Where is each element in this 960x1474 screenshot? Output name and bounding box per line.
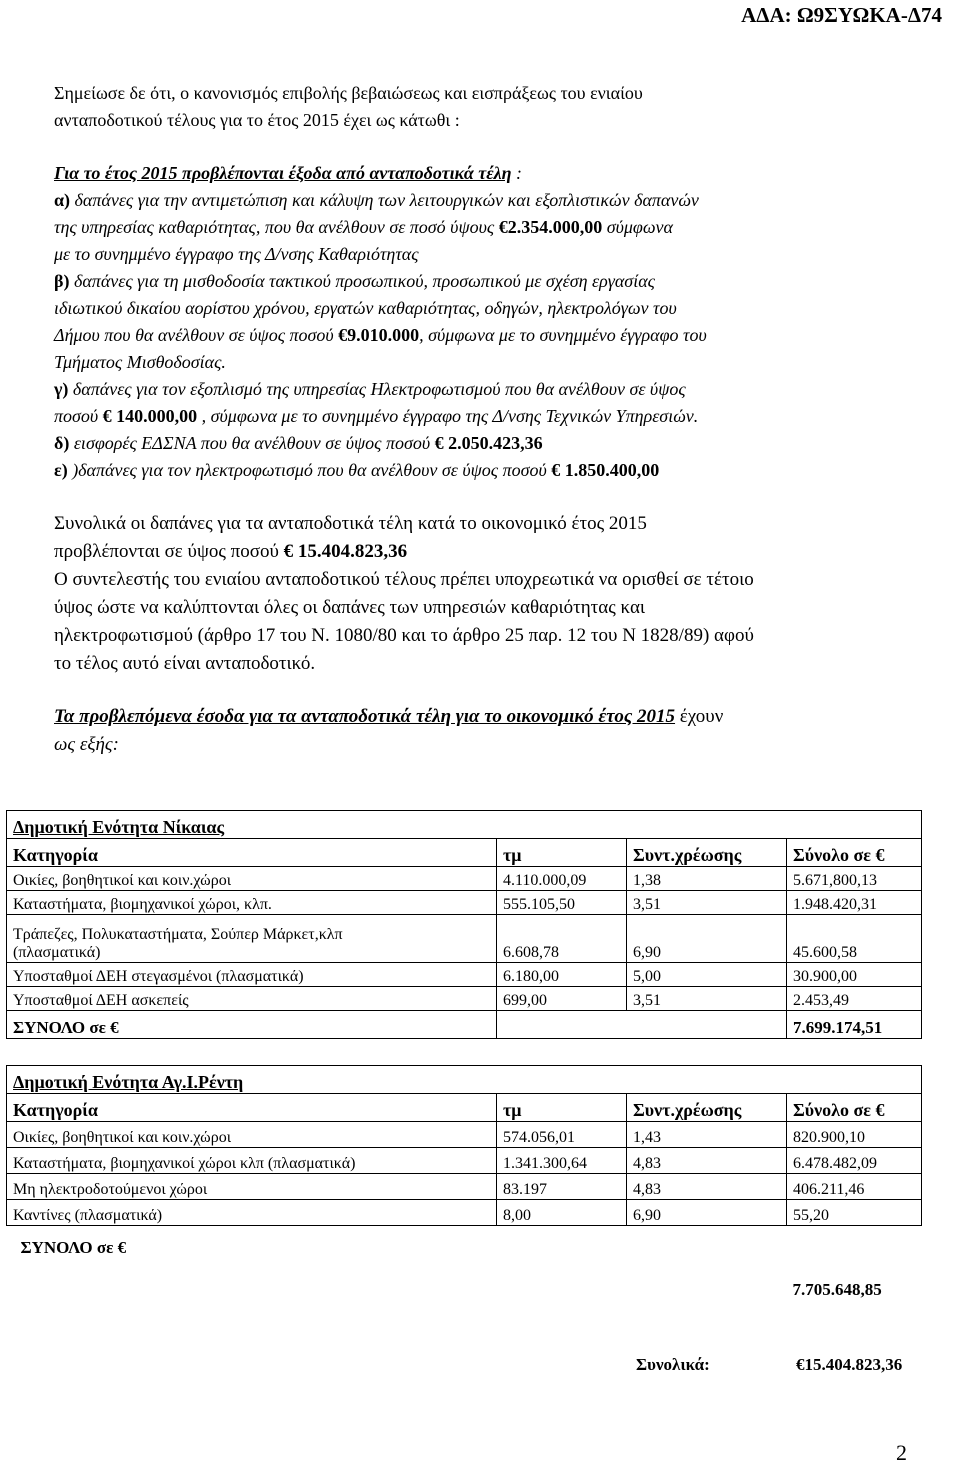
expense-a-label: α) [54,190,71,210]
expense-c-text-3: , σύμφωνα με το συνημμένο έγγραφο της Δ/νσης Τεχνικών Υπηρεσιών. [197,406,699,426]
expense-a-amount: €2.354.000,00 [498,217,603,237]
grand-total-value: €15.404.823,36 [796,1355,903,1374]
table-cell: 6.478.482,09 [787,1148,922,1174]
table-row [7,987,922,1011]
expense-b-amount: €9.010.000 [338,325,420,345]
table-cell: 6.180,00 [497,963,627,987]
expense-a-line-3: με το συνημμένο έγγραφο της Δ/νσης Καθαριότητας [54,244,419,264]
table-nikaia-header-category: Κατηγορία [7,839,497,867]
expense-a-text-1: δαπάνες για την αντιμετώπιση και κάλυψη των λειτουργικών και εξοπλιστικών δαπανών [70,190,699,210]
table-cell: 820.900,10 [787,1122,922,1148]
table-nikaia-total-label: ΣΥΝΟΛΟ σε € [7,1011,497,1039]
expense-c-amount: € 140.000,00 [102,406,198,426]
table-cell: Οικίες, βοηθητικοί και κοιν.χώροι [7,1122,497,1148]
table-cell: 4.110.000,09 [497,867,627,891]
table-row [7,867,922,891]
summary-line-5: ηλεκτροφωτισμού (άρθρο 17 του Ν. 1080/80 και το άρθρο 25 παρ. 12 του Ν 1828/89) αφού [54,625,754,646]
expense-b-line-3 [54,322,707,349]
expense-d-line [54,430,543,457]
expenses-heading-tail: : [511,163,523,183]
table-row [7,891,922,915]
intro-line-1: Σημείωσε δε ότι, ο κανονισμός επιβολής βεβαιώσεως και εισπράξεως του ενιαίου [54,83,643,103]
table-cell-line: Τράπεζες, Πολυκαταστήματα, Σούπερ Μάρκετ,κλπ [13,926,343,943]
table-total-row [7,1011,922,1039]
revenue-intro-line-1 [54,703,723,731]
table-cell [627,1226,787,1300]
table-row [7,1148,922,1174]
expense-b-line-2: ιδιωτικού δικαίου αορίστου χρόνου, εργατών καθαριότητας, οδηγών, ηλεκτρολόγων του [54,298,677,318]
expense-e-label: ε) [54,460,68,480]
table-nikaia-total-value: 7.699.174,51 [787,1011,922,1039]
expenses-heading [54,160,522,187]
table-cell: 3,51 [627,891,787,915]
table-cell: 2.453,49 [787,987,922,1011]
expense-b-text-1: δαπάνες για τη μισθοδοσία τακτικού προσωπικού, προσωπικού με σχέση εργασίας [69,271,655,291]
table-nikaia-header-sqm: τμ [497,839,627,867]
table-cell [497,1226,627,1300]
expense-d-text: εισφορές ΕΔΣΝΑ που θα ανέλθουν σε ύψος ποσού [69,433,435,453]
table-cell: Υποσταθμοί ΔΕΗ ασκεπείς [7,987,497,1011]
expense-b-line-1 [54,268,655,295]
table-nikaia [6,810,922,1039]
revenue-intro-tail: έχουν [675,706,724,727]
expense-d-label: δ) [54,433,70,453]
table-cell: 4,83 [627,1174,787,1200]
table-cell: Καταστήματα, βιομηχανικοί χώροι κλπ (πλασματικά) [7,1148,497,1174]
table-cell: 5.671,800,13 [787,867,922,891]
table-cell: 4,83 [627,1148,787,1174]
table-cell: 574.056,01 [497,1122,627,1148]
table-cell: Υποσταθμοί ΔΕΗ στεγασμένοι (πλασματικά) [7,963,497,987]
expense-a-line-1 [54,187,699,214]
intro-line-2: ανταποδοτικού τέλους για το έτος 2015 έχει ως κάτωθι : [54,110,460,130]
expense-b-label: β) [54,271,70,291]
expense-a-line-2 [54,214,673,241]
table-renti-header-sqm: τμ [497,1094,627,1122]
table-cell: 45.600,58 [787,915,922,963]
table-cell [497,1011,787,1039]
table-nikaia-header-rate: Συντ.χρέωσης [627,839,787,867]
expense-e-amount: € 1.850.400,00 [551,460,660,480]
table-cell: 6,90 [627,915,787,963]
expenses-heading-text: Για το έτος 2015 προβλέπονται έξοδα από ανταποδοτικά τέλη [54,163,512,183]
table-row [7,963,922,987]
table-cell: 1,43 [627,1122,787,1148]
table-renti-title: Δημοτική Ενότητα Αγ.Ι.Ρέντη [7,1066,922,1094]
table-renti-header-total: Σύνολο σε € [787,1094,922,1122]
table-row [7,1174,922,1200]
table-renti-header-rate: Συντ.χρέωσης [627,1094,787,1122]
expense-d-amount: € 2.050.423,36 [434,433,543,453]
revenue-intro-underlined: Τα προβλεπόμενα έσοδα για τα ανταποδοτικά τέλη για το οικονομικό έτος 2015 [54,706,676,727]
table-cell: 83.197 [497,1174,627,1200]
summary-text-2: προβλέπονται σε ύψος ποσού [54,541,284,562]
table-renti-total-value: 7.705.648,85 [792,1279,882,1299]
table-total-row [7,1226,922,1300]
summary-line-3: Ο συντελεστής του ενιαίου ανταποδοτικού τέλους πρέπει υποχρεωτικά να ορισθεί σε τέτοιο [54,569,754,590]
expense-e-line [54,457,659,484]
expense-a-text-3: σύμφωνα [602,217,673,237]
table-cell: Οικίες, βοηθητικοί και κοιν.χώροι [7,867,497,891]
table-cell: 8,00 [497,1200,627,1226]
revenue-intro-line-2: ως εξής: [54,734,119,755]
table-renti-total-label: ΣΥΝΟΛΟ σε € [20,1238,127,1257]
table-cell [7,915,497,963]
table-renti-header-category: Κατηγορία [7,1094,497,1122]
expense-b-text-3: Δήμου που θα ανέλθουν σε ύψος ποσού [54,325,339,345]
expense-c-line-2 [54,403,698,430]
table-cell: 5,00 [627,963,787,987]
summary-line-2 [54,538,407,566]
table-cell: 30.900,00 [787,963,922,987]
table-cell: 699,00 [497,987,627,1011]
table-cell: Μη ηλεκτροδοτούμενοι χώροι [7,1174,497,1200]
expense-e-text: )δαπάνες για τον ηλεκτροφωτισμό που θα ανέλθουν σε ύψος ποσού [67,460,552,480]
expense-b-text-4: , σύμφωνα με το συνημμένο έγγραφο του [419,325,707,345]
ada-code: ΑΔΑ: Ω9ΣΥΩΚΑ-Δ74 [741,3,942,27]
summary-line-1: Συνολικά οι δαπάνες για τα ανταποδοτικά τέλη κατά το οικονομικό έτος 2015 [54,513,647,534]
table-cell: 406.211,46 [787,1174,922,1200]
table-cell: 1.341.300,64 [497,1148,627,1174]
expense-c-line-1 [54,376,686,403]
table-row [7,915,922,963]
expense-c-label: γ) [54,379,69,399]
expense-b-line-4: Τμήματος Μισθοδοσίας. [54,352,226,372]
summary-line-6: το τέλος αυτό είναι ανταποδοτικό. [54,653,316,674]
table-cell: 6,90 [627,1200,787,1226]
summary-total: € 15.404.823,36 [283,541,408,562]
table-cell: 55,20 [787,1200,922,1226]
table-cell: 6.608,78 [497,915,627,963]
expense-c-text-2: ποσού [54,406,103,426]
page-number: 2 [896,1440,907,1465]
table-cell: 1,38 [627,867,787,891]
table-cell: 1.948.420,31 [787,891,922,915]
table-row [7,1122,922,1148]
table-cell-line: (πλασματικά) [13,944,101,961]
expense-c-text-1: δαπάνες για τον εξοπλισμό της υπηρεσίας Ηλεκτροφωτισμού που θα ανέλθουν σε ύψος [68,379,686,399]
grand-total [636,1355,903,1375]
table-cell: 555.105,50 [497,891,627,915]
table-cell: Καντίνες (πλασματικά) [7,1200,497,1226]
table-cell: 3,51 [627,987,787,1011]
grand-total-label: Συνολικά: [636,1355,710,1374]
table-row [7,1200,922,1226]
table-renti [6,1065,922,1300]
table-cell: Καταστήματα, βιομηχανικοί χώροι, κλπ. [7,891,497,915]
summary-line-4: ύψος ώστε να καλύπτονται όλες οι δαπάνες των υπηρεσιών καθαριότητας και [54,597,646,618]
table-nikaia-header-total: Σύνολο σε € [787,839,922,867]
table-nikaia-title: Δημοτική Ενότητα Νίκαιας [7,811,922,839]
expense-a-text-2: της υπηρεσίας καθαριότητας, που θα ανέλθουν σε ποσό ύψους [54,217,499,237]
